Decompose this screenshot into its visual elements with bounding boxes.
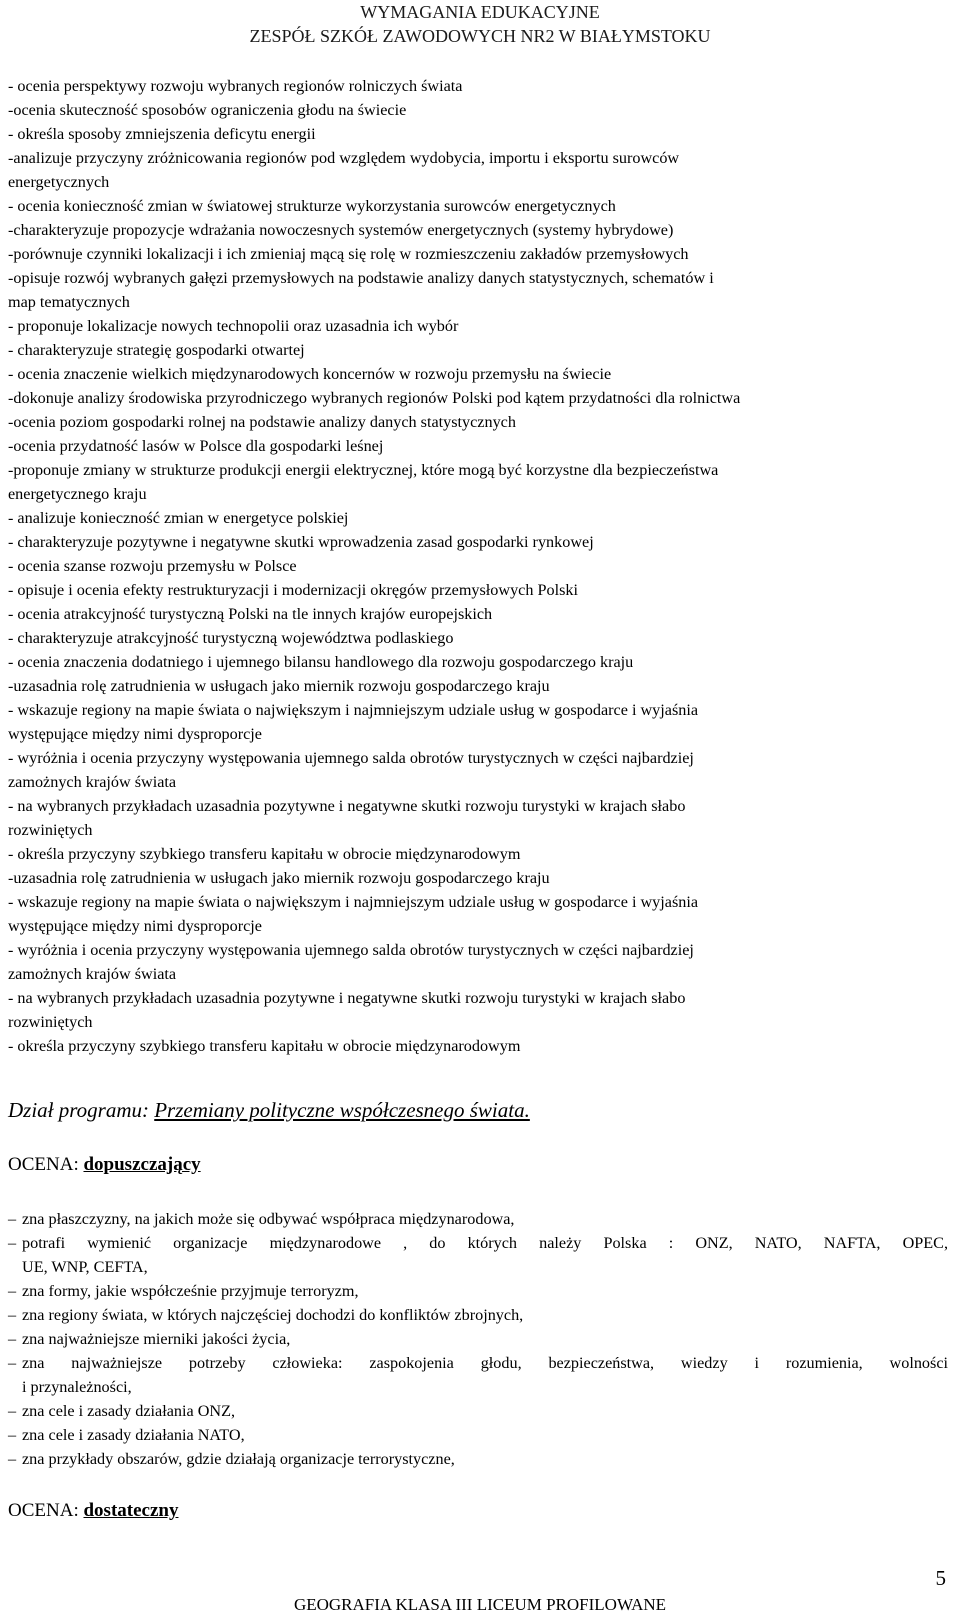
text-line: -charakteryzuje propozycje wdrażania nowoczesnych systemów energetycznych (systemy hybrydowe) <box>8 221 674 239</box>
text-line: rozwiniętych <box>8 821 93 839</box>
page-number: 5 <box>935 1566 946 1590</box>
text-line: -uzasadnia rolę zatrudnienia w usługach jako miernik rozwoju gospodarczego kraju <box>8 677 550 695</box>
text-line: -proponuje zmiany w strukturze produkcji energii elektrycznej, które mogą być korzystne dla bezpieczeństwa <box>8 461 719 479</box>
header-school: ZESPÓŁ SZKÓŁ ZAWODOWYCH NR2 W BIAŁYMSTOKU <box>249 26 711 46</box>
list-item-text: zna przykłady obszarów, gdzie działają organizacje terrorystyczne, <box>22 1450 455 1468</box>
page-footer: GEOGRAFIA KLASA III LICEUM PROFILOWANE <box>293 1595 667 1614</box>
dash-bullet: – <box>8 1282 17 1300</box>
list-item-text: potrafi wymienić organizacje międzynarodowe , do których należy Polska : ONZ, NATO, NAFTA, OPEC, <box>22 1234 948 1252</box>
text-line: - określa przyczyny szybkiego transferu kapitału w obrocie międzynarodowym <box>8 1037 521 1055</box>
text-line: - ocenia atrakcyjność turystyczną Polski na tle innych krajów europejskich <box>8 605 493 623</box>
list-item <box>8 1231 948 1279</box>
text-line: - określa sposoby zmniejszenia deficytu energii <box>8 125 316 143</box>
list-item <box>8 1327 948 1351</box>
text-line: energetycznego kraju <box>8 485 147 503</box>
text-line: - charakteryzuje strategię gospodarki otwartej <box>8 341 305 359</box>
text-line: rozwiniętych <box>8 1013 93 1031</box>
page-header <box>0 0 960 48</box>
text-line: występujące między nimi dysproporcje <box>8 917 262 935</box>
list-item-text: zna najważniejsze potrzeby człowieka: zaspokojenia głodu, bezpieczeństwa, wiedzy i rozumienia, wolności <box>22 1354 948 1372</box>
text-line: - charakteryzuje pozytywne i negatywne skutki wprowadzenia zasad gospodarki rynkowej <box>8 533 594 551</box>
section-title: Przemiany polityczne współczesnego świata. <box>154 1098 530 1122</box>
list-item-text: zna najważniejsze mierniki jakości życia, <box>22 1330 291 1348</box>
list-item <box>8 1207 948 1231</box>
dash-bullet: – <box>8 1210 17 1228</box>
text-line: zamożnych krajów świata <box>8 773 177 791</box>
section-heading <box>8 1098 530 1123</box>
list-item-text: zna formy, jakie współcześnie przyjmuje terroryzm, <box>22 1282 359 1300</box>
text-line: - ocenia szanse rozwoju przemysłu w Polsce <box>8 557 297 575</box>
dash-bullet: – <box>8 1354 17 1372</box>
grade-requirements-list <box>8 1207 948 1471</box>
grade-heading-dostateczny <box>8 1500 178 1522</box>
text-line: - na wybranych przykładach uzasadnia pozytywne i negatywne skutki rozwoju turystyki w krajach słabo <box>8 989 686 1007</box>
list-item <box>8 1423 948 1447</box>
grade-label: OCENA: <box>8 1154 84 1175</box>
text-line: - ocenia znaczenie wielkich międzynarodowych koncernów w rozwoju przemysłu na świecie <box>8 365 612 383</box>
requirements-list <box>8 74 948 1058</box>
text-line: - opisuje i ocenia efekty restrukturyzacji i modernizacji okręgów przemysłowych Polski <box>8 581 578 599</box>
dash-bullet: – <box>8 1234 17 1252</box>
text-line: - wyróżnia i ocenia przyczyny występowania ujemnego salda obrotów turystycznych w części najbardziej <box>8 941 694 959</box>
text-line: -dokonuje analizy środowiska przyrodniczego wybranych regionów Polski pod kątem przydatności dla rolnictwa <box>8 389 741 407</box>
list-item-text: i przynależności, <box>22 1378 132 1396</box>
text-line: map tematycznych <box>8 293 130 311</box>
dash-bullet: – <box>8 1330 17 1348</box>
list-item-text: zna płaszczyzny, na jakich może się odbywać współpraca międzynarodowa, <box>22 1210 515 1228</box>
list-item-text: zna cele i zasady działania ONZ, <box>22 1402 236 1420</box>
list-item <box>8 1351 948 1399</box>
list-item <box>8 1279 948 1303</box>
list-item <box>8 1447 948 1471</box>
list-item <box>8 1399 948 1423</box>
text-line: -uzasadnia rolę zatrudnienia w usługach jako miernik rozwoju gospodarczego kraju <box>8 869 550 887</box>
list-item-text: zna regiony świata, w których najczęściej dochodzi do konfliktów zbrojnych, <box>22 1306 524 1324</box>
text-line: - proponuje lokalizacje nowych technopolii oraz uzasadnia ich wybór <box>8 317 459 335</box>
text-line: - charakteryzuje atrakcyjność turystyczną województwa podlaskiego <box>8 629 454 647</box>
text-line: - określa przyczyny szybkiego transferu kapitału w obrocie międzynarodowym <box>8 845 521 863</box>
text-line: -analizuje przyczyny zróżnicowania regionów pod względem wydobycia, importu i eksportu surowców <box>8 149 680 167</box>
grade-name: dostateczny <box>83 1500 179 1521</box>
text-line: występujące między nimi dysproporcje <box>8 725 262 743</box>
grade-name: dopuszczający <box>83 1154 201 1175</box>
text-line: -porównuje czynniki lokalizacji i ich zmieniaj mącą się rolę w rozmieszczeniu zakładów przemysłowych <box>8 245 689 263</box>
dash-bullet: – <box>8 1402 17 1420</box>
list-item <box>8 1303 948 1327</box>
text-line: - ocenia konieczność zmian w światowej strukturze wykorzystania surowców energetycznych <box>8 197 616 215</box>
dash-bullet: – <box>8 1306 17 1324</box>
section-prefix: Dział programu: <box>8 1098 155 1122</box>
text-line: energetycznych <box>8 173 110 191</box>
text-line: -ocenia przydatność lasów w Polsce dla gospodarki leśnej <box>8 437 384 455</box>
text-line: - analizuje konieczność zmian w energetyce polskiej <box>8 509 349 527</box>
grade-label: OCENA: <box>8 1500 84 1521</box>
grade-heading-dopuszczajacy <box>8 1154 201 1176</box>
text-line: - wskazuje regiony na mapie świata o największym i najmniejszym udziale usług w gospodarce i wyjaśnia <box>8 893 699 911</box>
text-line: zamożnych krajów świata <box>8 965 177 983</box>
dash-bullet: – <box>8 1450 17 1468</box>
text-line: - wyróżnia i ocenia przyczyny występowania ujemnego salda obrotów turystycznych w części najbardziej <box>8 749 694 767</box>
list-item-text: UE, WNP, CEFTA, <box>22 1258 148 1276</box>
text-line: - na wybranych przykładach uzasadnia pozytywne i negatywne skutki rozwoju turystyki w krajach słabo <box>8 797 686 815</box>
text-line: - ocenia perspektywy rozwoju wybranych regionów rolniczych świata <box>8 77 463 95</box>
dash-bullet: – <box>8 1426 17 1444</box>
text-line: -ocenia poziom gospodarki rolnej na podstawie analizy danych statystycznych <box>8 413 516 431</box>
text-line: - ocenia znaczenia dodatniego i ujemnego bilansu handlowego dla rozwoju gospodarczego kraju <box>8 653 634 671</box>
text-line: -opisuje rozwój wybranych gałęzi przemysłowych na podstawie analizy danych statystycznych, schematów i <box>8 269 714 287</box>
text-line: - wskazuje regiony na mapie świata o największym i najmniejszym udziale usług w gospodarce i wyjaśnia <box>8 701 699 719</box>
list-item-text: zna cele i zasady działania NATO, <box>22 1426 245 1444</box>
text-line: -ocenia skuteczność sposobów ograniczenia głodu na świecie <box>8 101 407 119</box>
header-title: WYMAGANIA EDUKACYJNE <box>360 2 600 22</box>
